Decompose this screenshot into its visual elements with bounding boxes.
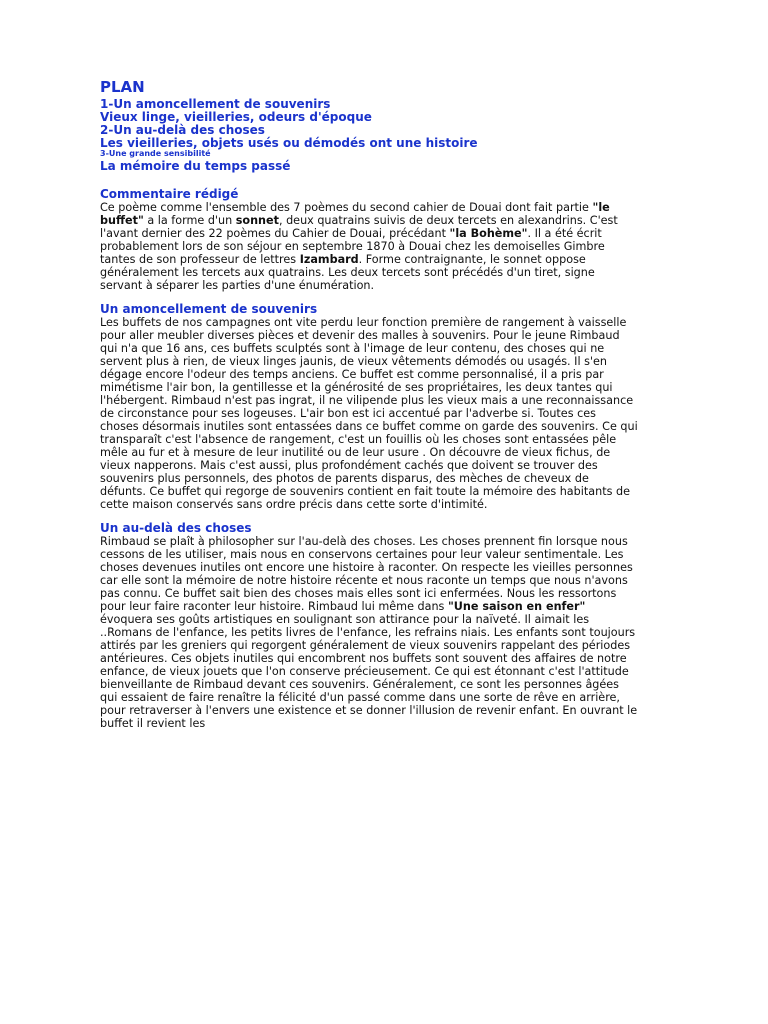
plan-item-1: 1-Un amoncellement de souvenirs — [100, 97, 331, 111]
commentaire-text-4: . Il a été écrit probablement lors de son séjour en septembre 1870 à Douai chez les demoiselles Gimbre tantes de son professeur de lettres — [100, 227, 605, 266]
section-amoncellement-title: Un amoncellement de souvenirs — [100, 302, 318, 316]
plan-item-2: Vieux linge, vieilleries, odeurs d'époque — [100, 110, 372, 124]
commentaire-text-5: . Forme contraignante, le sonnet oppose généralement les tercets aux quatrains. Les deux tercets sont précédés d'un tiret, signe servant à séparer les parties d'une énumération. — [100, 253, 595, 292]
commentaire-text-2: a la forme d'un — [143, 214, 236, 227]
section-au-dela — [100, 521, 638, 730]
poem-title-saison-en-enfer: "Une saison en enfer" — [447, 600, 586, 613]
section-au-dela-title: Un au-delà des choses — [100, 521, 252, 535]
section-au-dela-text-2: évoquera ses goûts artistiques en soulignant son attirance pour la naïveté. Il aimait les ..Romans de l'enfance, les petits livres de l'enfance, les refrains niais. Les enfants sont toujours attirés par les greniers qui regorgent généralement de vieux souvenirs rappelant des périodes antérieures. Ces objets inutiles qui encombrent nos buffets sont souvent des affaires de notre enfance, de vieux jouets que l'on conserve précieusement. Ce qui est étonnant c'est l'attitude bienveillante de Rimbaud devant ces souvenirs. Généralement, ce sont les personnes âgées qui essaient de faire renaître la félicité d'un passé comme dans une sorte de rêve en arrière, pour retraverser à l'envers une existence et se donner l'illusion de revenir enfant. En ouvrant le buffet il revient les — [100, 613, 638, 730]
section-au-dela-text — [100, 535, 638, 730]
poem-title-la-boheme: "la Bohème" — [449, 227, 528, 240]
commentaire-section — [100, 187, 638, 292]
section-amoncellement — [100, 302, 638, 511]
sonnet-term: sonnet — [235, 214, 279, 227]
plan-item-3: 2-Un au-delà des choses — [100, 123, 265, 137]
commentaire-paragraph — [100, 201, 638, 292]
commentaire-title: Commentaire rédigé — [100, 187, 239, 201]
commentaire-text-1: Ce poème comme l'ensemble des 7 poèmes du second cahier de Douai dont fait partie — [100, 201, 593, 214]
izambard-name: Izambard — [299, 253, 359, 266]
plan-item-6: La mémoire du temps passé — [100, 159, 291, 173]
plan-block — [100, 78, 638, 173]
section-au-dela-text-1: Rimbaud se plaît à philosopher sur l'au-delà des choses. Les choses prennent fin lorsque nous cessons de les utiliser, mais nous en conservons certaines pour leur valeur sentimentale. Les choses devenues inutiles ont encore une histoire à raconter. On respecte les vieilles personnes car elle sont la mémoire de notre histoire récente et nous raconte un temps que nous n'avons pas connu. Ce buffet sait bien des choses mais elles sont ici enfermées. Nous les ressortons pour leur faire raconter leur histoire. Rimbaud lui même dans — [100, 535, 633, 613]
commentaire-text-3: , deux quatrains suivis de deux tercets en alexandrins. C'est l'avant dernier des 22 poèmes du Cahier de Douai, précédant — [100, 214, 618, 240]
section-amoncellement-text: Les buffets de nos campagnes ont vite perdu leur fonction première de rangement à vaisselle pour aller meubler diverses pièces et devenir des malles à souvenirs. Pour le jeune Rimbaud qui n'a que 16 ans, ces buffets sculptés sont à l'image de leur contenu, des choses qui ne servent plus à rien, de vieux linges jaunis, de vieux vêtements démodés ou usagés. Il s'en dégage encore l'odeur des temps anciens. Ce buffet est comme personnalisé, il a pris par mimétisme l'air bon, la gentillesse et la générosité de ses propriétaires, les deux tantes qui l'hébergent. Rimbaud n'est pas ingrat, il ne vilipende plus les vieux mais a une reconnaissance de circonstance pour ses logeuses. L'air bon est ici accentué par l'adverbe si. Toutes ces choses désormais inutiles sont entassées dans ce buffet comme on garde des souvenirs. Ce qui transparaît c'est l'absence de rangement, c'est un fouillis où les choses sont entassées pêle mêle au fur et à mesure de leur inutilité ou de leur usure . On découvre de vieux fichus, de vieux napperons. Mais c'est aussi, plus profondément cachés que doivent se trouver des souvenirs plus personnels, des photos de parents disparus, des mèches de cheveux de défunts. Ce buffet qui regorge de souvenirs contient en fait toute la mémoire des habitants de cette maison conservés sans ordre précis dans cette sorte d'intimité. — [100, 316, 638, 511]
plan-title: PLAN — [100, 78, 145, 96]
poem-title-le-buffet: "le buffet" — [100, 201, 610, 227]
plan-item-5: 3-Une grande sensibilité — [100, 149, 211, 158]
plan-item-4: Les vieilleries, objets usés ou démodés ont une histoire — [100, 136, 478, 150]
